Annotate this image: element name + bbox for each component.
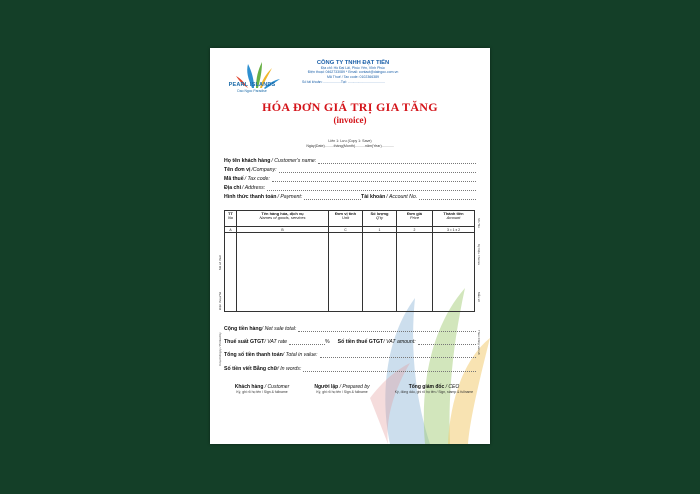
vat-rate-suffix: % <box>325 339 330 345</box>
invoice-title-vi: HÓA ĐƠN GIÁ TRỊ GIA TĂNG <box>262 100 438 114</box>
company-address: Địa chỉ: Hồ Đại Lải, Phúc Yên, Vĩnh Phúc <box>320 66 386 70</box>
logo-tagline: Dao Ngoc Paradise <box>237 89 267 93</box>
field-label-en: /Company: <box>251 167 277 173</box>
vat-amount-label: Số tiền thuế GTGT <box>337 339 384 345</box>
signature-role: Khách hàng <box>234 384 264 390</box>
signature-sub: Ký, ghi rõ họ tên / Sign & fullname <box>316 390 368 394</box>
field-label: Địa chỉ <box>224 185 242 191</box>
items-table <box>224 210 475 312</box>
field-address[interactable] <box>224 185 476 191</box>
field-label: Tên đơn vị <box>224 167 251 173</box>
field-label: Mã thuế <box>224 176 244 182</box>
vat-amount-en: / VAT amount: <box>383 339 416 345</box>
signature-sub: Ký, ghi rõ họ tên / Sign & fullname <box>236 390 288 394</box>
company-tax: Mã Thuế / Tax code: 0102366389 <box>326 74 380 79</box>
side-note-right-mid: Ký hiệu / Series <box>477 244 481 266</box>
table-row[interactable] <box>225 306 475 312</box>
vat-rate-label: Thuế suất GTGT <box>224 339 265 345</box>
field-customer-name[interactable] <box>224 158 476 164</box>
account-label-en: / Account No. <box>386 194 418 200</box>
total-value[interactable] <box>224 352 476 358</box>
code-cell: C <box>329 227 363 233</box>
field-line <box>267 185 476 191</box>
field-payment[interactable] <box>224 194 476 200</box>
signature-sub: Ký, đóng dấu, ghi rõ họ tên / Sign, stamp & fullname <box>394 390 474 394</box>
col-header-price: Đơn giá Price <box>397 211 433 227</box>
field-line <box>272 176 476 182</box>
total-words-en: / In words: <box>277 366 302 372</box>
field-label-en: / Address: <box>242 185 266 191</box>
field-label-en: / Tax code: <box>244 176 270 182</box>
total-value-en: / Total in value: <box>282 352 318 358</box>
total-words-label: Số tiền viết Bằng chữ <box>224 366 278 372</box>
total-value-line <box>320 353 477 358</box>
signature-role-en: / CEO <box>445 384 460 390</box>
invoice-title-en: (invoice) <box>333 115 367 125</box>
total-in-words[interactable] <box>224 366 476 372</box>
col-header-unit: Đơn vị tính Unit <box>329 211 363 227</box>
invoice-date: Ngày(Date).........tháng(Month)..........năm(Year)............ <box>306 144 394 148</box>
vat-rate-en: / VAT rate <box>264 339 288 345</box>
field-label: Họ tên khách hàng <box>224 158 271 164</box>
invoice-title <box>210 100 490 125</box>
side-note-right-top: Số / No <box>477 218 481 229</box>
payment-label-en: / Payment: <box>277 194 303 200</box>
company-account: Số tài khoản: ..................Tại: ...................................... <box>302 80 385 84</box>
total-net-label: Cộng tiền hàng <box>224 326 262 332</box>
signature-customer <box>222 384 302 394</box>
col-header-amount: Thành tiền Amount <box>433 211 475 227</box>
vat-row[interactable] <box>224 339 476 345</box>
side-note-right-bottom: Theo Công văn số <box>477 330 481 355</box>
company-header <box>278 60 428 79</box>
company-phone: Điện thoại: 0462733089 * Email: contact@daingoc.com.vn <box>307 70 399 75</box>
code-cell: A <box>225 227 237 233</box>
code-cell: 2 <box>397 227 433 233</box>
code-cell: 1 <box>363 227 397 233</box>
signature-role-en: / Prepared by <box>339 384 370 390</box>
col-header-goods: Tên hàng hóa, dịch vụ Names of goods, services <box>237 211 329 227</box>
signature-prepared <box>302 384 382 394</box>
invoice-sheet <box>210 48 490 444</box>
account-line <box>419 194 476 200</box>
signature-ceo <box>384 384 484 394</box>
copy-info <box>210 139 490 149</box>
company-name: CÔNG TY TNHH ĐẠT TIẾN <box>316 60 390 66</box>
field-label-en: / Customer's name: <box>271 158 317 164</box>
total-net[interactable] <box>224 326 476 332</box>
copy-lien: Liên 1: Lưu (Copy 1: Save) <box>328 139 372 143</box>
signature-role: Người lập <box>314 384 339 390</box>
side-note-left-bottom: In tại Công ty / Printed by <box>218 332 222 366</box>
col-header-qty: Số lượng Q'ty <box>363 211 397 227</box>
total-value-label: Tổng số tiền thanh toán <box>224 352 283 358</box>
col-header-no: TT No <box>225 211 237 227</box>
side-note-right-low: Mẫu số <box>477 292 481 302</box>
signature-role-en: / Customer <box>264 384 290 390</box>
code-cell: B <box>237 227 329 233</box>
side-note-left-top: Mã số thuế <box>218 255 222 270</box>
vat-rate-line <box>289 340 325 345</box>
field-company[interactable] <box>224 167 476 173</box>
payment-label: Hình thức thanh toán <box>224 194 277 200</box>
signature-role: Tổng giám đốc <box>408 384 445 390</box>
code-cell: 3 = 1 x 2 <box>433 227 475 233</box>
vat-amount-line <box>418 340 476 345</box>
total-words-line <box>303 367 476 372</box>
logo-name: PEARL ISLANDS <box>228 82 276 88</box>
total-net-line <box>298 327 476 332</box>
field-tax-code[interactable] <box>224 176 476 182</box>
field-line <box>279 167 476 173</box>
payment-line <box>304 194 361 200</box>
side-note-left-mid: Điện thoại/Tel <box>218 291 222 310</box>
account-label: Tài khoản <box>361 194 386 200</box>
total-net-en: / Net sale total: <box>261 326 297 332</box>
field-line <box>318 158 476 164</box>
